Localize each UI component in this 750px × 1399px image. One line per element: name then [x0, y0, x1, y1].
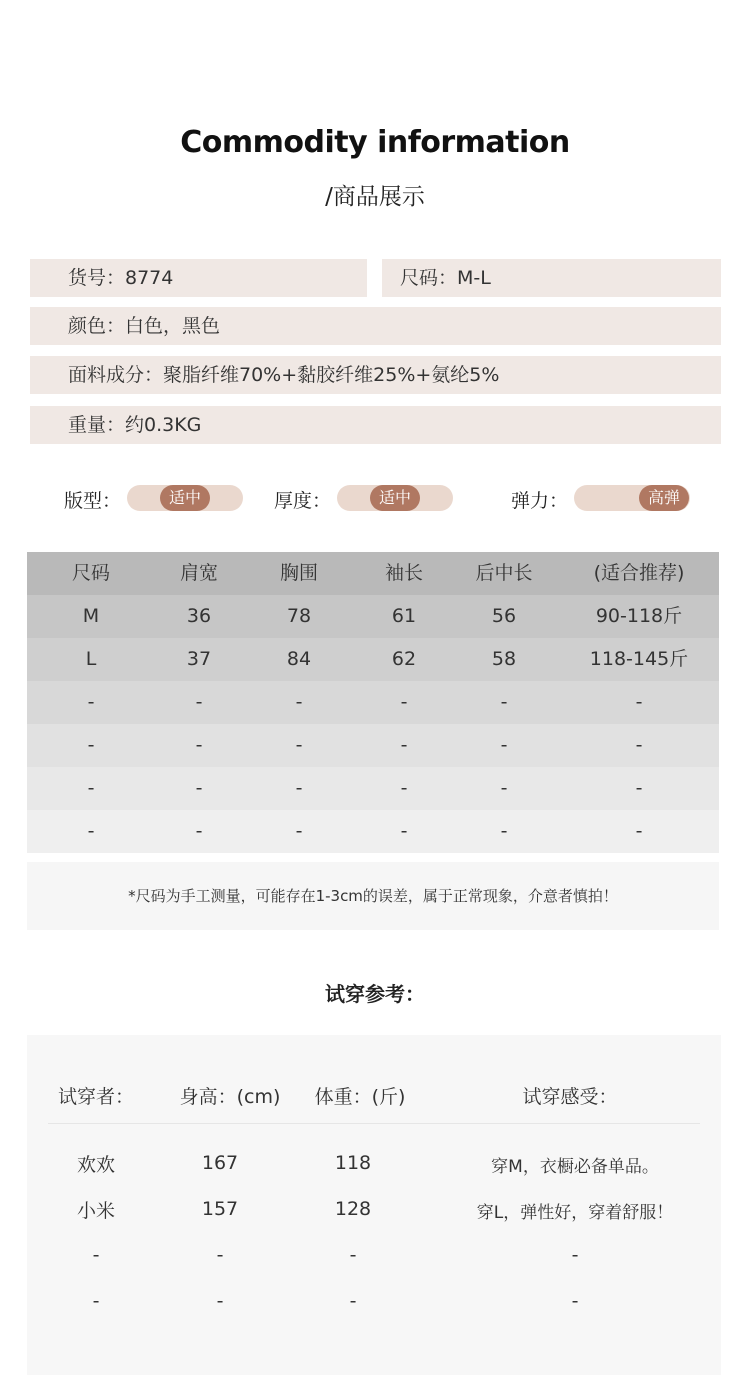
cell: 118-145斤: [589, 648, 689, 670]
weight-field: 重量：约0.3KG: [30, 406, 721, 444]
cell: -: [195, 820, 203, 842]
try-on-divider: [48, 1123, 700, 1124]
thickness-label: 厚度：: [274, 490, 332, 512]
cell: -: [500, 691, 508, 713]
size-table-header: [27, 552, 719, 595]
cell: -: [87, 734, 95, 756]
cell: -: [195, 734, 203, 756]
header-sleeve: 袖长: [384, 562, 423, 584]
try-cell: 167: [201, 1152, 239, 1174]
page-subtitle: /商品展示: [325, 184, 425, 210]
header-recommend: (适合推荐): [593, 562, 685, 584]
cell: -: [87, 820, 95, 842]
try-cell: 穿L，弹性好，穿着舒服！: [476, 1203, 674, 1223]
cell: 84: [286, 648, 312, 670]
header-length: 后中长: [475, 562, 533, 584]
sku-field: 货号：8774: [30, 259, 367, 297]
thickness-indicator: 适中: [370, 485, 420, 511]
page-title: Commodity information: [180, 125, 570, 160]
cell: -: [400, 777, 408, 799]
try-on-heading: 试穿参考：: [325, 982, 425, 1006]
thickness-scale: [337, 485, 453, 511]
cell: -: [400, 691, 408, 713]
cell: -: [87, 777, 95, 799]
header-shoulder: 肩宽: [179, 562, 218, 584]
fit-indicator: 适中: [160, 485, 210, 511]
fit-label: 版型：: [64, 490, 122, 512]
try-cell: -: [571, 1290, 579, 1312]
cell: 56: [491, 605, 517, 627]
try-cell: -: [349, 1290, 357, 1312]
cell: 37: [186, 648, 212, 670]
try-cell: -: [92, 1290, 100, 1312]
cell: -: [400, 820, 408, 842]
elasticity-label: 弹力：: [511, 490, 569, 512]
header-chest: 胸围: [279, 562, 318, 584]
cell: -: [87, 691, 95, 713]
try-cell: -: [571, 1244, 579, 1266]
cell: 36: [186, 605, 212, 627]
elasticity-indicator: 高弹: [639, 485, 689, 511]
try-cell: 穿M，衣橱必备单品。: [491, 1157, 659, 1177]
measurement-note: *尺码为手工测量，可能存在1-3cm的误差，属于正常现象，介意者慎拍！: [27, 862, 719, 930]
cell: -: [635, 820, 643, 842]
cell: -: [500, 734, 508, 756]
cell: 62: [391, 648, 417, 670]
fabric-field: 面料成分：聚脂纤维70%+黏胶纤维25%+氨纶5%: [30, 356, 721, 394]
try-cell: 128: [334, 1198, 372, 1220]
table-row: [27, 681, 719, 724]
try-cell: -: [216, 1244, 224, 1266]
try-header-height: 身高：(cm): [179, 1086, 281, 1108]
cell: -: [295, 691, 303, 713]
table-row: [27, 595, 719, 638]
try-header-weight: 体重：(斤): [314, 1086, 406, 1108]
try-cell: 118: [334, 1152, 372, 1174]
size-range-field: 尺码：M-L: [382, 259, 721, 297]
table-row: [27, 638, 719, 681]
cell: L: [85, 648, 97, 670]
elasticity-scale: [574, 485, 690, 511]
table-row: [27, 810, 719, 853]
cell: -: [295, 777, 303, 799]
try-cell: 欢欢: [76, 1154, 115, 1176]
header-size: 尺码: [71, 562, 110, 584]
cell: -: [400, 734, 408, 756]
cell: -: [195, 777, 203, 799]
table-row: [27, 767, 719, 810]
cell: -: [295, 820, 303, 842]
try-cell: -: [216, 1290, 224, 1312]
cell: 90-118斤: [595, 605, 683, 627]
color-field: 颜色：白色，黑色: [30, 307, 721, 345]
cell: 78: [286, 605, 312, 627]
cell: -: [635, 691, 643, 713]
cell: -: [500, 777, 508, 799]
cell: -: [500, 820, 508, 842]
table-row: [27, 724, 719, 767]
cell: M: [82, 605, 100, 627]
cell: 58: [491, 648, 517, 670]
size-table: [27, 552, 719, 853]
fit-scale: [127, 485, 243, 511]
cell: -: [635, 777, 643, 799]
try-cell: -: [92, 1244, 100, 1266]
try-cell: -: [349, 1244, 357, 1266]
cell: -: [195, 691, 203, 713]
cell: 61: [391, 605, 417, 627]
cell: -: [635, 734, 643, 756]
try-cell: 小米: [76, 1200, 115, 1222]
try-cell: 157: [201, 1198, 239, 1220]
try-header-feedback: 试穿感受：: [522, 1086, 618, 1108]
cell: -: [295, 734, 303, 756]
try-header-model: 试穿者：: [57, 1086, 134, 1108]
